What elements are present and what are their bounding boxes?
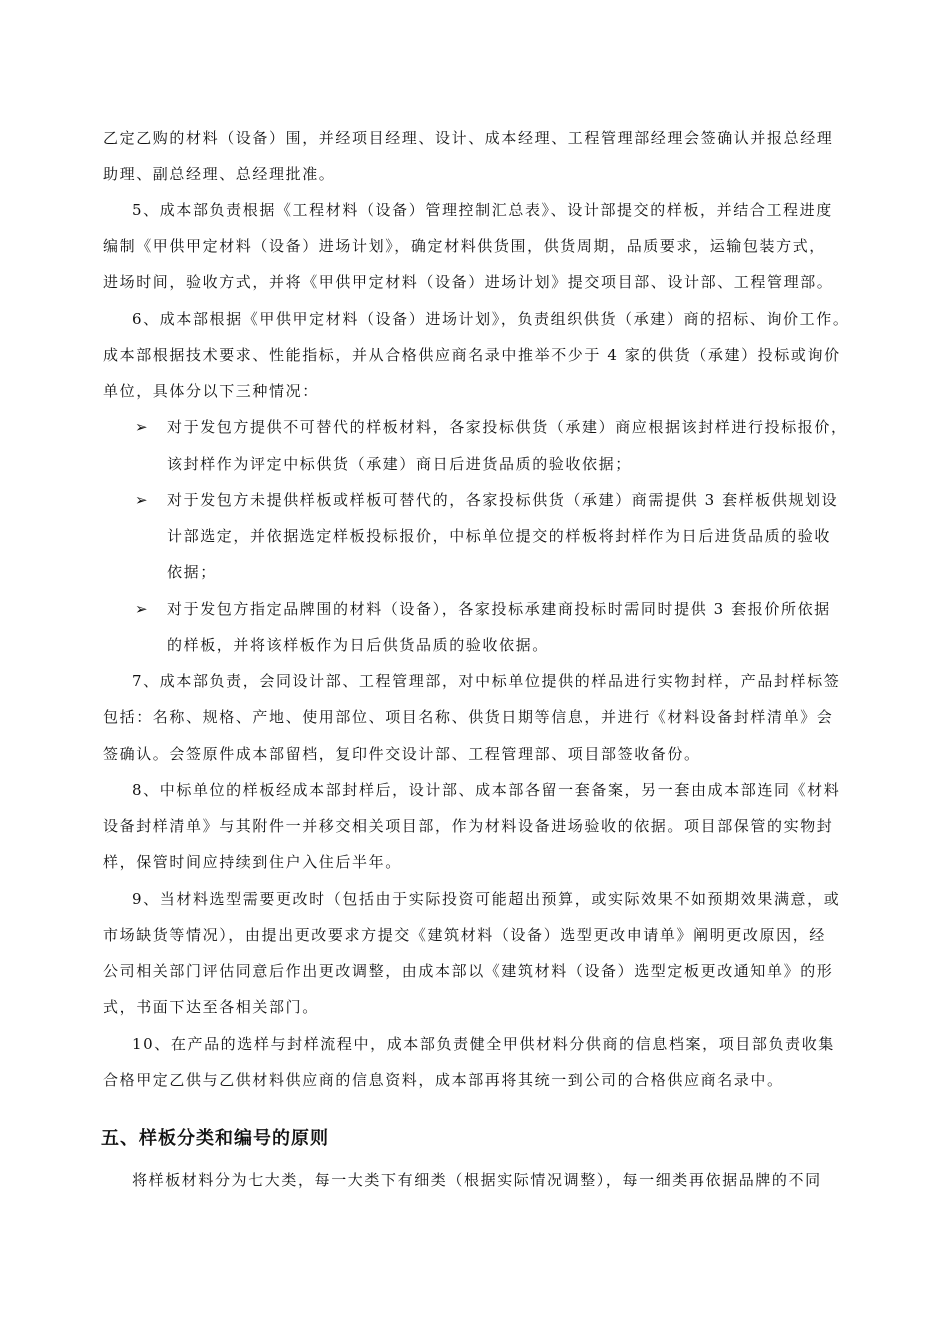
intro-line-2: 助理、副总经理、总经理批准。 (103, 165, 336, 183)
item-7-line-1: 7、成本部负责，会同设计部、工程管理部，对中标单位提供的样品进行实物封样，产品封样标签 (132, 672, 841, 690)
item-8-line-3: 样，保管时间应持续到住户入住后半年。 (103, 853, 402, 871)
section-5-line-1: 将样板材料分为七大类，每一大类下有细类（根据实际情况调整），每一细类再依据品牌的不同 (132, 1171, 822, 1189)
intro-line-1: 乙定乙购的材料（设备）围，并经项目经理、设计、成本经理、工程管理部经理会签确认并报总经理 (103, 129, 834, 147)
item-9-line-4: 式，书面下达至各相关部门。 (103, 998, 319, 1016)
item-9-line-2: 市场缺货等情况），由提出更改要求方提交《建筑材料（设备）选型更改申请单》阐明更改原因，经 (103, 926, 826, 944)
bullet-arrow-icon: ➢ (135, 600, 148, 618)
item-10-line-2: 合格甲定乙供与乙供材料供应商的信息资料，成本部再将其统一到公司的合格供应商名录中。 (103, 1071, 784, 1089)
item-7-line-2: 包括：名称、规格、产地、使用部位、项目名称、供货日期等信息，并进行《材料设备封样清单》会 (103, 708, 834, 726)
bullet-1-line-1: 对于发包方提供不可替代的样板材料，各家投标供货（承建）商应根据该封样进行投标报价， (167, 418, 848, 436)
bullet-arrow-icon: ➢ (135, 418, 148, 436)
item-5-line-2: 编制《甲供甲定材料（设备）进场计划》，确定材料供货围，供货周期，品质要求，运输包装方式， (103, 237, 826, 255)
item-5-line-1: 5、成本部负责根据《工程材料（设备）管理控制汇总表》、设计部提交的样板，并结合工程进度 (132, 201, 833, 219)
section-5-heading: 五、样板分类和编号的原则 (101, 1128, 329, 1149)
item-8-line-2: 设备封样清单》与其附件一并移交相关项目部，作为材料设备进场验收的依据。项目部保管的实物封 (103, 817, 834, 835)
item-6-line-3: 单位，具体分以下三种情况： (103, 382, 319, 400)
bullet-2-line-2: 计部选定，并依据选定样板投标报价，中标单位提交的样板将封样作为日后进货品质的验收 (167, 527, 832, 545)
item-6-line-2: 成本部根据技术要求、性能指标，并从合格供应商名录中推举不少于 4 家的供货（承建）投标或询价 (103, 346, 841, 364)
item-5-line-3: 进场时间，验收方式，并将《甲供甲定材料（设备）进场计划》提交项目部、设计部、工程管理部。 (103, 273, 834, 291)
item-8-line-1: 8、中标单位的样板经成本部封样后，设计部、成本部各留一套备案，另一套由成本部连同《材料 (132, 781, 841, 799)
bullet-3-line-2: 的样板，并将该样板作为日后供货品质的验收依据。 (167, 636, 549, 654)
bullet-2-line-1: 对于发包方未提供样板或样板可替代的，各家投标供货（承建）商需提供 3 套样板供规划设 (167, 491, 839, 509)
item-9-line-1: 9、当材料选型需要更改时（包括由于实际投资可能超出预算，或实际效果不如预期效果满意，或 (132, 890, 841, 908)
item-10-line-1: 10、在产品的选样与封样流程中，成本部负责健全甲供材料分供商的信息档案，项目部负责收集 (132, 1035, 835, 1053)
bullet-1-line-2: 该封样作为评定中标供货（承建）商日后进货品质的验收依据； (167, 455, 632, 473)
bullet-arrow-icon: ➢ (135, 491, 148, 509)
item-9-line-3: 公司相关部门评估同意后作出更改调整，由成本部以《建筑材料（设备）选型定板更改通知单》的形 (103, 962, 834, 980)
item-6-line-1: 6、成本部根据《甲供甲定材料（设备）进场计划》，负责组织供货（承建）商的招标、询价工作。 (132, 310, 850, 328)
bullet-2-line-3: 依据； (167, 563, 217, 581)
bullet-3-line-1: 对于发包方指定品牌围的材料（设备），各家投标承建商投标时需同时提供 3 套报价所依据 (167, 600, 831, 618)
item-7-line-3: 签确认。会签原件成本部留档，复印件交设计部、工程管理部、项目部签收备份。 (103, 745, 701, 763)
